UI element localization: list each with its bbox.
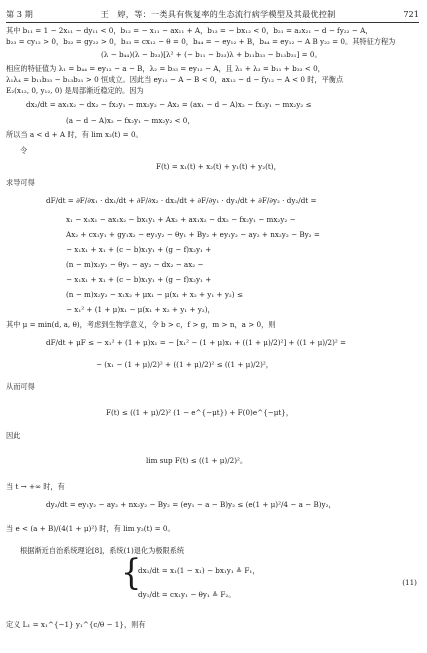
text-line: 根据渐近自治系统理论[8]，系统(1)退化为极限系统 bbox=[20, 546, 185, 555]
equation-line: − x₁² + (1 + μ)x₁ − μ(x₁ + x₂ + y₁ + y₂)， bbox=[66, 305, 215, 314]
equation-line: x₁ − x₁x₁ − ax₁x₂ − bx₁y₁ + Ax₂ + ax₁x₂ − dx₂ − fx₂y₁ − mx₂y₂ − bbox=[66, 215, 296, 224]
text-line: 求导可得 bbox=[6, 178, 35, 187]
running-title: 王 婷，等：一类具有恢复率的生态流行病学模型及其最优控制 bbox=[100, 8, 336, 19]
equation-line: F(t) = x₁(t) + x₂(t) + y₁(t) + y₂(t)， bbox=[156, 162, 281, 171]
system-brace: { bbox=[121, 551, 142, 593]
equation-line: − x₁x₁ + x₁ + (c − b)x₁y₁ + (g − f)x₂y₁ + bbox=[66, 245, 212, 254]
system-equation: dx₁/dt = x₁(1 − x₁) − bx₁y₁ ≜ F₁， bbox=[138, 566, 260, 575]
equation-line: (a − d − A)x₂ − fx₂y₁ − mx₂y₂ < 0， bbox=[66, 116, 195, 125]
equation-line: dF/dt + μF ≤ − x₁² + (1 + μ)x₁ = − [x₁² − (1 + μ)x₁ + ((1 + μ)/2)²] + ((1 + μ)/2)² = bbox=[46, 338, 347, 347]
text-line: 定义 L₁ = x₁^{−1} y₁^{c/θ − 1}，则有 bbox=[6, 620, 146, 629]
text-line: 令 bbox=[20, 146, 28, 155]
equation-number: (11) bbox=[402, 578, 417, 587]
equation-line: (n − m)x₂y₂ − θy₁ − ay₂ − dx₂ − ax₂ − bbox=[66, 260, 204, 269]
equation-line: (n − m)x₂y₂ − x₁x₂ + μx₁ − μ(x₁ + x₂ + y₁ + y₂) ≤ bbox=[66, 290, 243, 299]
page-number: 721 bbox=[403, 9, 419, 19]
text-line: 因此 bbox=[6, 431, 21, 440]
text-line: 从而可得 bbox=[6, 382, 35, 391]
text-line: λ₁λ₄ = b₁₁b₃₃ − b₁₃b₃₁ > 0 恒成立。因此当 ey₁₂ − A − B < 0，ax₁₂ − d − fy₁₂ − A < 0 时，平衡点 bbox=[6, 75, 344, 84]
text-line: 当 t → +∞ 时，有 bbox=[6, 482, 65, 491]
text-line: 所以当 a < d + A 时，有 lim x₂(t) = 0。 bbox=[6, 130, 143, 139]
characteristic-equation: (λ − b₄₄)(λ − b₃₃)[λ² + (− b₁₁ − b₃₃)λ + b₁₁b₃₃ − b₁₃b₃₁] = 0。 bbox=[101, 50, 322, 59]
equation-line: lim sup F(t) ≤ ((1 + μ)/2)²。 bbox=[146, 456, 248, 465]
equation-line: dy₂/dt = ey₁y₂ − ay₂ + nx₂y₂ − By₂ = (ey₁ − a − B)y₂ ≤ (e(1 + μ)²/4 − a − B)y₂， bbox=[46, 500, 336, 509]
equation-line: Ax₂ + cx₁y₁ + gy₁x₂ − ey₁y₂ − θy₁ + By₂ + ey₁y₂ − ay₂ + nx₂y₂ − By₂ = bbox=[66, 230, 320, 239]
text-line: 相应的特征值为 λ₁ = b₄₄ = ey₁₂ − a − B，λ₂ = b₃₃ = ey₁₂ − A，且 λ₁ + λ₃ = b₁₁ + b₃₃ < 0， bbox=[6, 64, 325, 73]
text-line: 当 e < (a + B)/(4(1 + μ)²) 时，有 lim y₂(t) = 0。 bbox=[6, 524, 175, 533]
equation-line: dF/dt = ∂F/∂x₁ · dx₁/dt + ∂F/∂x₂ · dx₂/dt + ∂F/∂y₁ · dy₁/dt + ∂F/∂y₂ · dy₂/dt = bbox=[46, 196, 317, 205]
text-line: 其中 μ = min(d, a, θ)，考虑到生物学意义，令 b > c，f > g，m > n，a > 0，则 bbox=[6, 320, 276, 329]
equation-line: − x₁x₁ + x₁ + (c − b)x₁y₁ + (g − f)x₂y₁ + bbox=[66, 275, 212, 284]
equation-line: − (x₁ − (1 + μ)/2)² + ((1 + μ)/2)² ≤ ((1 + μ)/2)²， bbox=[96, 360, 273, 369]
equation-line: F(t) ≤ ((1 + μ)/2)² (1 − e^{−μt}) + F(0)e^{−μt}， bbox=[106, 408, 294, 417]
text-line: E₂(x₁₂, 0, y₁₂, 0) 是局部渐近稳定的。因为 bbox=[6, 86, 144, 95]
issue-number: 第 3 期 bbox=[6, 8, 33, 19]
text-line: 其中 b₁₁ = 1 − 2x₁₁ − dy₁₁ < 0，b₁₂ = − x₁₁ − ax₁₁ + A，b₁₃ = − bx₁₂ < 0，b₂₁ = a₂x₂₁ − d − fy₂₂ − A， bbox=[6, 26, 373, 35]
text-line: b₂₃ = cy₁₂ > 0，b₃₂ = gy₂₂ > 0，b₃₃ = cx₁₂ − θ = 0，b₄₄ = − ey₁₂ + B，b₄₄ = ey₁₂ − A B y₂₂ = 0。其特征方程为 bbox=[6, 37, 396, 46]
system-equation: dy₁/dt = cx₁y₁ − θy₁ ≜ F₂。 bbox=[138, 590, 236, 599]
equation-line: dx₂/dt = ax₁x₂ − dx₂ − fx₂y₁ − mx₂y₂ − Ax₂ = (ax₁ − d − A)x₂ − fx₂y₁ − mx₂y₂ ≤ bbox=[26, 100, 312, 109]
running-header bbox=[6, 7, 419, 23]
